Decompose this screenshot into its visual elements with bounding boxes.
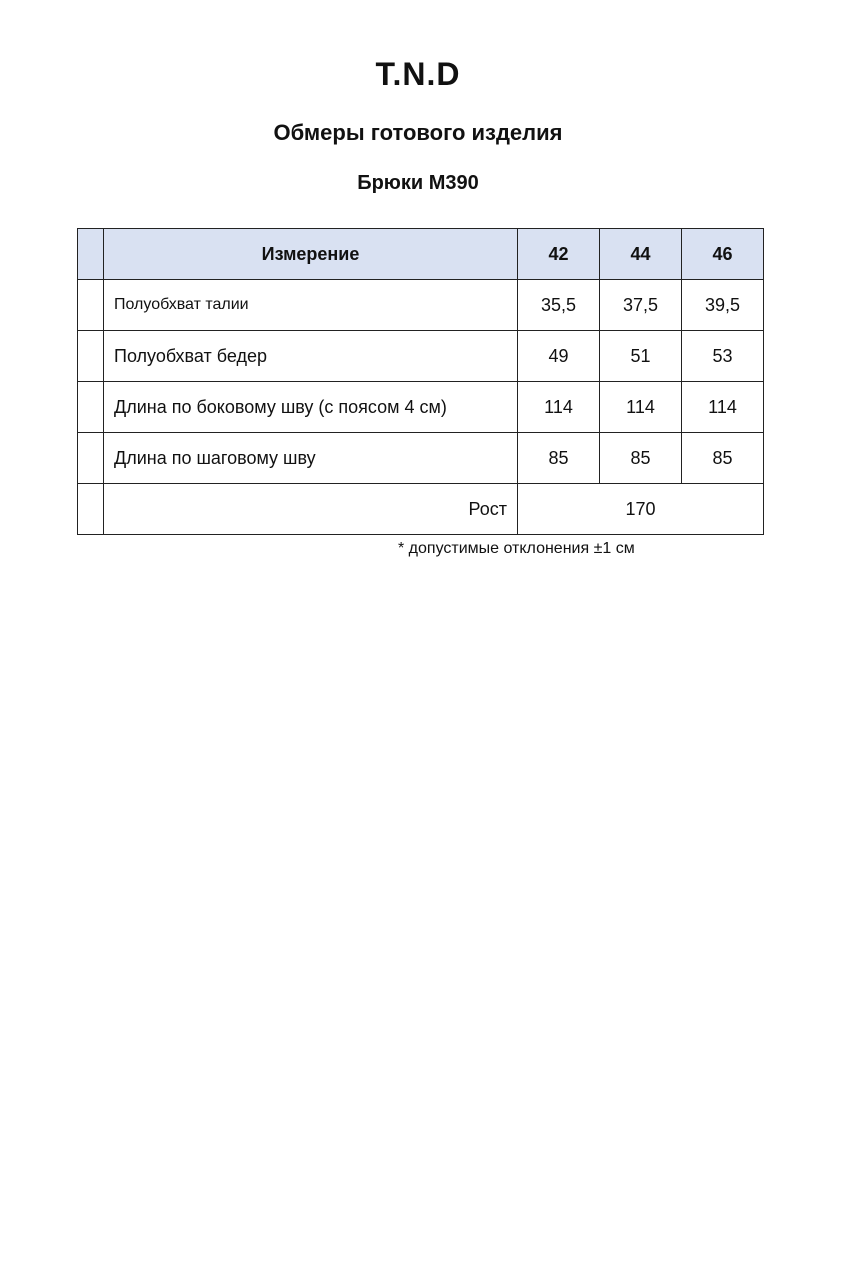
row-label: Длина по шаговому шву (104, 433, 518, 484)
table-cell: 51 (600, 331, 682, 382)
column-header-measurement: Измерение (104, 229, 518, 280)
table-row (78, 331, 764, 382)
column-header-size: 42 (518, 229, 600, 280)
table-header-row (78, 229, 764, 280)
row-blank-cell (78, 484, 104, 535)
header-blank-cell (78, 229, 104, 280)
height-label: Рост (104, 484, 518, 535)
table-cell: 53 (682, 331, 764, 382)
table-cell: 85 (518, 433, 600, 484)
table-row (78, 433, 764, 484)
table-cell: 85 (600, 433, 682, 484)
row-blank-cell (78, 382, 104, 433)
row-label: Длина по боковому шву (с поясом 4 см) (104, 382, 518, 433)
table-row (78, 280, 764, 331)
row-label: Полуобхват талии (104, 280, 518, 331)
brand-title: T.N.D (375, 56, 461, 92)
height-row (78, 484, 764, 535)
table-cell: 85 (682, 433, 764, 484)
measurements-table (77, 228, 764, 535)
document-title: Обмеры готового изделия (273, 120, 563, 145)
row-blank-cell (78, 433, 104, 484)
table-cell: 114 (518, 382, 600, 433)
table-cell: 114 (600, 382, 682, 433)
row-blank-cell (78, 280, 104, 331)
table-cell: 35,5 (518, 280, 600, 331)
table-cell: 39,5 (682, 280, 764, 331)
table-cell: 49 (518, 331, 600, 382)
row-blank-cell (78, 331, 104, 382)
height-value: 170 (518, 484, 764, 535)
table-row (78, 382, 764, 433)
table-cell: 37,5 (600, 280, 682, 331)
product-name: Брюки М390 (357, 172, 479, 194)
table-cell: 114 (682, 382, 764, 433)
row-label: Полуобхват бедер (104, 331, 518, 382)
column-header-size: 46 (682, 229, 764, 280)
tolerance-footnote: * допустимые отклонения ±1 см (398, 540, 635, 557)
column-header-size: 44 (600, 229, 682, 280)
